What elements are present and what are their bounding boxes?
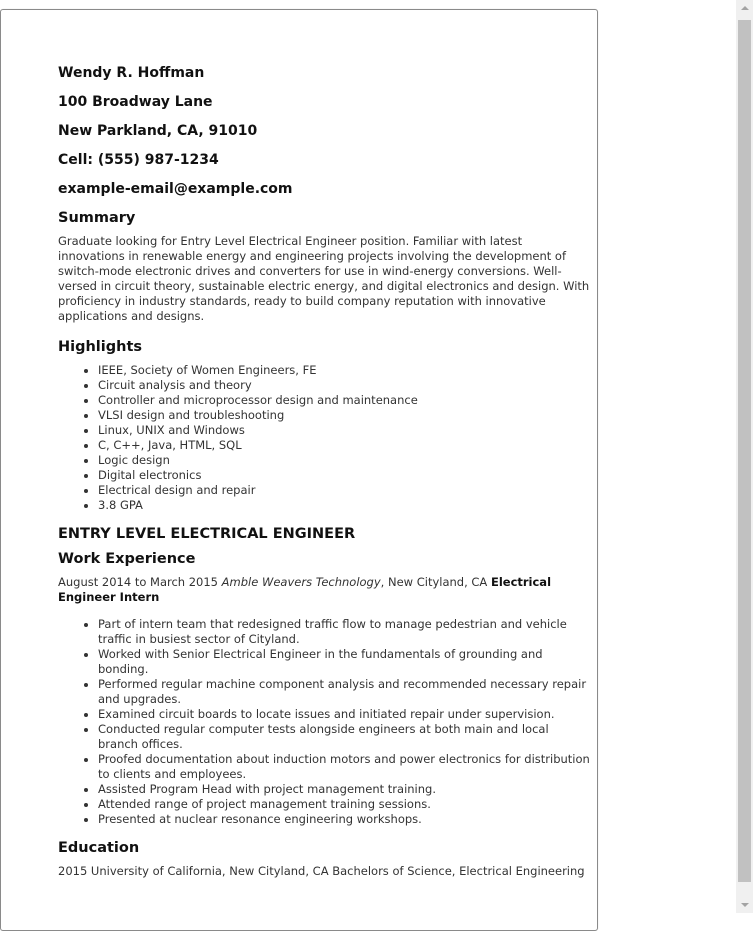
list-item: • Digital electronics bbox=[98, 468, 590, 483]
scroll-down-arrow-icon[interactable] bbox=[736, 896, 753, 913]
list-item: • Attended range of project management training sessions. bbox=[98, 797, 590, 812]
vertical-scrollbar[interactable] bbox=[736, 0, 753, 913]
education-heading: Education bbox=[58, 840, 140, 856]
contact-address: 100 Broadway Lane bbox=[58, 94, 213, 110]
summary-heading: Summary bbox=[58, 210, 136, 226]
list-item: • Linux, UNIX and Windows bbox=[98, 423, 590, 438]
job-entry bbox=[58, 575, 590, 605]
highlights-heading: Highlights bbox=[58, 339, 143, 355]
list-item: • C, C++, Java, HTML, SQL bbox=[98, 438, 590, 453]
list-item: • Circuit analysis and theory bbox=[98, 378, 590, 393]
job-title: ENTRY LEVEL ELECTRICAL ENGINEER bbox=[58, 526, 356, 542]
scrollbar-thumb[interactable] bbox=[738, 20, 751, 882]
scroll-up-arrow-icon[interactable] bbox=[736, 0, 753, 17]
list-item: • Assisted Program Head with project management training. bbox=[98, 782, 590, 797]
highlights-list bbox=[58, 363, 590, 513]
contact-phone: Cell: (555) 987-1234 bbox=[58, 152, 219, 168]
list-item: • Performed regular machine component analysis and recommended necessary repair and upgrades. bbox=[98, 677, 590, 707]
list-item: • 3.8 GPA bbox=[98, 498, 590, 513]
list-item: • Proofed documentation about induction motors and power electronics for distribution to clients and employees. bbox=[98, 752, 590, 782]
contact-email: example-email@example.com bbox=[58, 181, 293, 197]
work-list bbox=[58, 617, 590, 827]
contact-name: Wendy R. Hoffman bbox=[58, 65, 205, 81]
job-role: Electrical Engineer Intern bbox=[58, 575, 552, 604]
contact-city: New Parkland, CA, 91010 bbox=[58, 123, 258, 139]
list-item: • Logic design bbox=[98, 453, 590, 468]
list-item: • Presented at nuclear resonance engineering workshops. bbox=[98, 812, 590, 827]
list-item: • VLSI design and troubleshooting bbox=[98, 408, 590, 423]
list-item: • Examined circuit boards to locate issues and initiated repair under supervision. bbox=[98, 707, 590, 722]
summary-text: Graduate looking for Entry Level Electrical Engineer position. Familiar with latest innovations in renewable energy and engineering projects involving the development of switch-mode electronic drives and converters for use in wind-energy conversions. Well-versed in circuit theory, sustainable electric energy, and digital electronics and design. With proficiency in industry standards, ready to build company reputation with innovative applications and designs. bbox=[58, 234, 590, 323]
work-heading: Work Experience bbox=[58, 551, 196, 567]
list-item: • Controller and microprocessor design and maintenance bbox=[98, 393, 590, 408]
list-item: • Part of intern team that redesigned traffic flow to manage pedestrian and vehicle traffic in busiest sector of Cityland. bbox=[98, 617, 590, 647]
education-text: 2015 University of California, New Cityland, CA Bachelors of Science, Electrical Engineering bbox=[58, 864, 585, 878]
job-dates: August 2014 to March 2015 bbox=[58, 575, 219, 589]
list-item: • Worked with Senior Electrical Engineer in the fundamentals of grounding and bonding. bbox=[98, 647, 590, 677]
resume-page bbox=[0, 9, 598, 931]
resume-content bbox=[58, 64, 590, 893]
list-item: • IEEE, Society of Women Engineers, FE bbox=[98, 363, 590, 378]
job-company: Amble Weavers Technology bbox=[221, 575, 381, 589]
list-item: • Conducted regular computer tests alongside engineers at both main and local branch offices. bbox=[98, 722, 590, 752]
job-location: , New Cityland, CA bbox=[380, 575, 488, 589]
list-item: • Electrical design and repair bbox=[98, 483, 590, 498]
